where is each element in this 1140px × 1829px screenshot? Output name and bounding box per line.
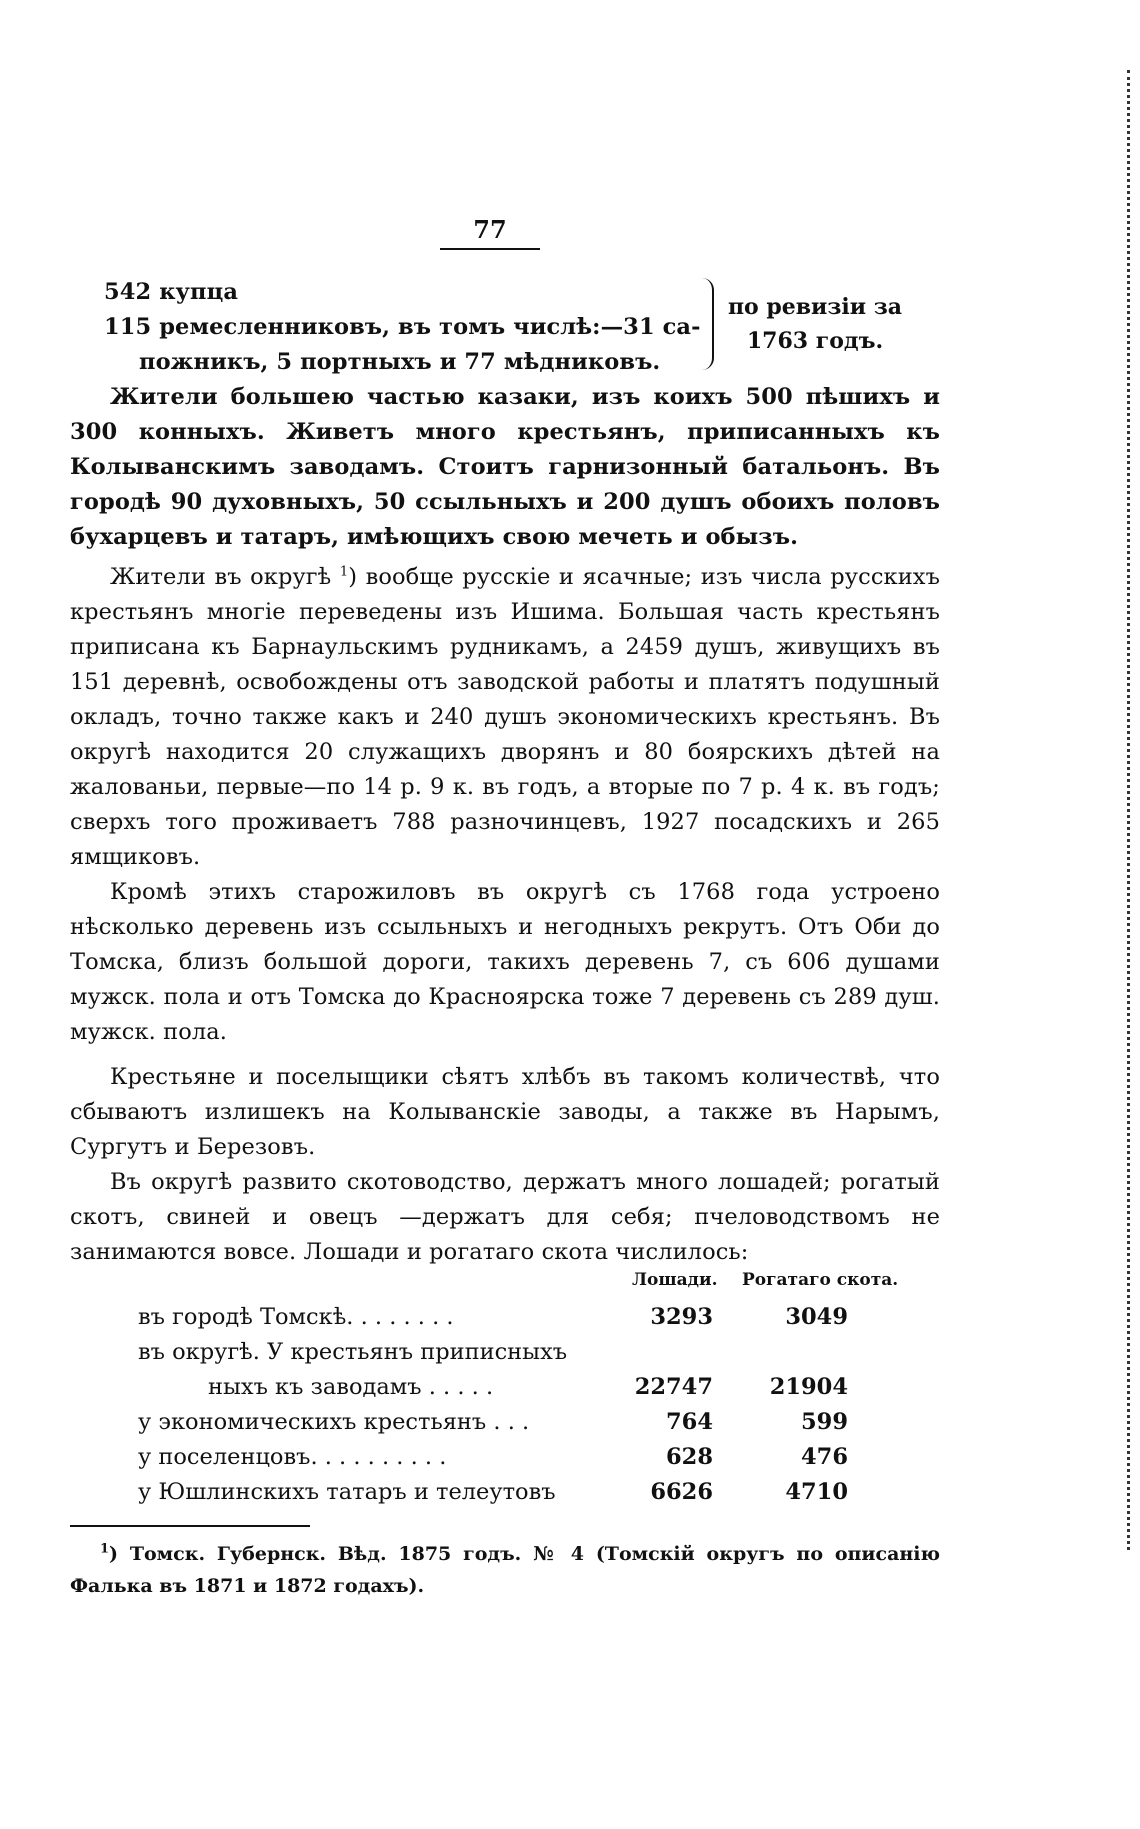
row-horses: 628 (666, 1444, 713, 1470)
row-cattle: 4710 (785, 1479, 848, 1505)
footnote-marker: 1 (100, 1541, 110, 1557)
revision-note-line-2: 1763 годъ. (746, 328, 884, 354)
paragraph-5-block (70, 1165, 940, 1270)
revision-note (725, 290, 905, 358)
row-cattle: 21904 (769, 1374, 848, 1400)
table-row (138, 1475, 878, 1510)
row-label: ныхъ къ заводамъ . . . . . (208, 1374, 494, 1400)
paragraph-1-block (70, 380, 940, 555)
paragraph-4-block (70, 1060, 940, 1165)
page-edge-dots (1123, 70, 1130, 1550)
row-label: у экономическихъ крестьянъ . . . (138, 1409, 530, 1435)
page-number: 77 (473, 215, 507, 244)
row-cattle: 3049 (785, 1304, 848, 1330)
paragraph-2-start: Жители въ округѣ (110, 564, 332, 590)
curly-bracket (702, 278, 714, 370)
footnote-ref: 1 (339, 564, 349, 580)
row-horses: 22747 (634, 1374, 713, 1400)
heading-lines (104, 275, 734, 380)
row-cattle: 476 (801, 1444, 848, 1470)
paragraph-3: Кромѣ этихъ старожиловъ въ округѣ съ 1768 года устроено нѣсколько деревень изъ ссыльныхъ и негодныхъ рекрутъ. Отъ Оби до Томска, близъ большой дороги, такихъ деревень 7, съ 606 душами мужск. пола и отъ Томска до Красноярска тоже 7 деревень съ 289 душ. мужск. пола. (70, 879, 940, 1045)
heading-line-2: 115 ремесленниковъ, въ томъ числѣ:—31 са- (104, 314, 701, 340)
table-header-cattle: Рогатаго скота. (742, 1270, 899, 1290)
paragraph-2 (70, 560, 940, 875)
table-row (138, 1300, 878, 1335)
row-horses: 764 (666, 1409, 713, 1435)
heading-line-1: 542 купца (104, 279, 239, 305)
table-row (138, 1335, 878, 1370)
row-cattle: 599 (801, 1409, 848, 1435)
paragraph-2-block (70, 560, 940, 875)
revision-note-line-1: по ревизіи за (727, 294, 903, 320)
row-horses: 6626 (650, 1479, 713, 1505)
table-row (138, 1405, 878, 1440)
footnote (70, 1538, 940, 1602)
paragraph-4: Крестьяне и поселыщики сѣятъ хлѣбъ въ такомъ количествѣ, что сбываютъ излишекъ на Колыванскіе заводы, а также въ Нарымъ, Сургутъ и Березовъ. (70, 1064, 940, 1160)
paragraph-3-block (70, 875, 940, 1050)
heading-line-3: пожникъ, 5 портныхъ и 77 мѣдниковъ. (139, 349, 661, 375)
livestock-table (138, 1300, 878, 1510)
footnote-text: ) Томск. Губернск. Вѣд. 1875 годъ. № 4 (Томскій округъ по описанію Фалька въ 1871 и 1872 годахъ). (70, 1543, 940, 1597)
paragraph-2-rest: ) вообще русскіе и ясачные; изъ числа русскихъ крестьянъ многіе переведены изъ Ишима. Большая часть крестьянъ приписана къ Барнаульскимъ рудникамъ, а 2459 душъ, живущихъ въ 151 деревнѣ, освобождены отъ заводской работы и платятъ подушный окладъ, точно также какъ и 240 душъ экономическихъ крестьянъ. Въ округѣ находится 20 служащихъ дворянъ и 80 боярскихъ дѣтей на жалованьи, первые—по 14 р. 9 к. въ годъ, а вторые по 7 р. 4 к. въ годъ; сверхъ того проживаетъ 788 разночинцевъ, 1927 посадскихъ и 265 ямщиковъ. (70, 564, 940, 870)
page-number-underline (440, 248, 540, 250)
footnote-divider (70, 1525, 310, 1527)
table-header-horses: Лошади. (632, 1270, 718, 1290)
table-row (138, 1440, 878, 1475)
paragraph-5: Въ округѣ развито скотоводство, держатъ много лошадей; рогатый скотъ, свиней и овецъ —держатъ для себя; пчеловодствомъ не занимаются вовсе. Лошади и рогатаго скота числилось: (70, 1169, 940, 1265)
paragraph-1: Жители большею частью казаки, изъ коихъ 500 пѣшихъ и 300 конныхъ. Живетъ много крестьянъ, приписанныхъ къ Колыванскимъ заводамъ. Стоитъ гарнизонный батальонъ. Въ городѣ 90 духовныхъ, 50 ссыльныхъ и 200 душъ обоихъ половъ бухарцевъ и татаръ, имѣющихъ свою мечеть и обызъ. (70, 384, 940, 550)
row-label: у Юшлинскихъ татаръ и телеутовъ (138, 1479, 556, 1505)
row-label: въ городѣ Томскѣ. . . . . . . . (138, 1304, 454, 1330)
row-label: въ округѣ. У крестьянъ приписныхъ (138, 1339, 568, 1365)
row-horses: 3293 (650, 1304, 713, 1330)
table-row (138, 1370, 878, 1405)
row-label: у поселенцовъ. . . . . . . . . . (138, 1444, 447, 1470)
